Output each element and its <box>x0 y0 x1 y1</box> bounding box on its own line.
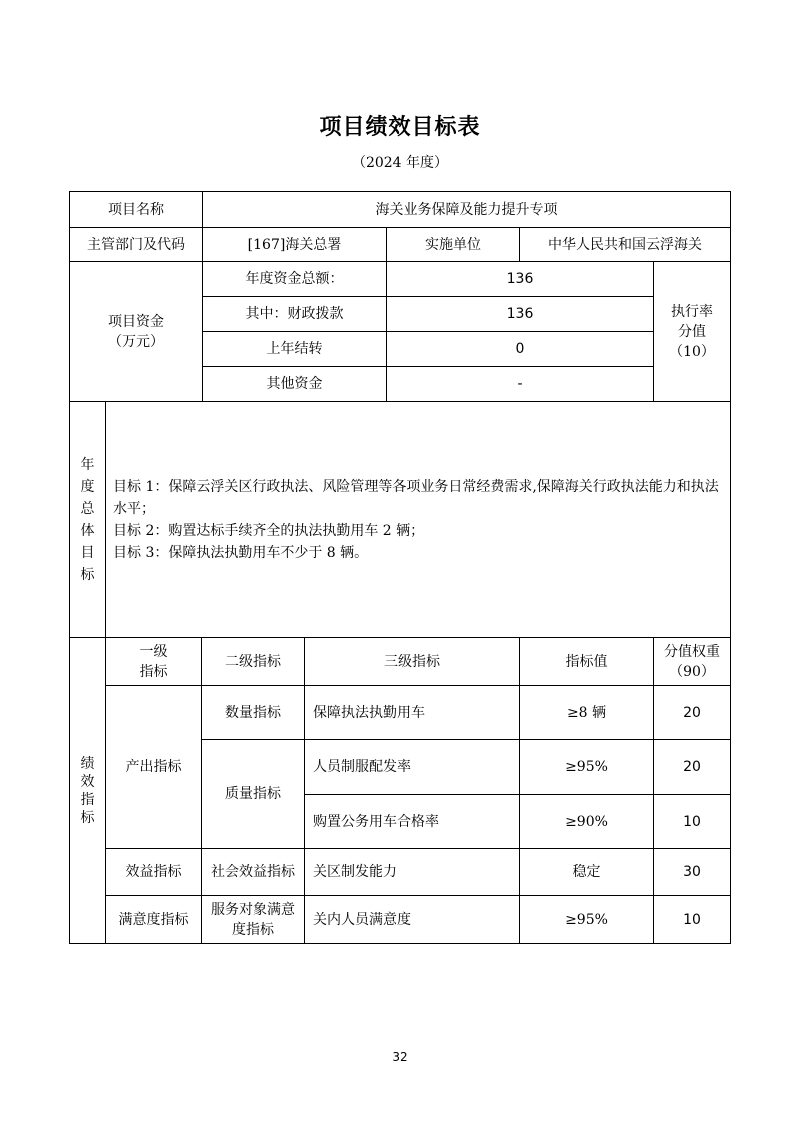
annual-goals-label-char: 年 <box>80 456 95 473</box>
funds-row-value: - <box>387 367 654 402</box>
impl-value: 中华人民共和国云浮海关 <box>520 228 730 262</box>
indicator-weight: 10 <box>654 795 730 849</box>
indicator-weight: 20 <box>654 686 730 740</box>
header-level1-line1: 一级 <box>139 643 168 660</box>
funds-row-label: 年度资金总额： <box>203 262 387 297</box>
satisfaction-indicator-label: 满意度指标 <box>106 896 202 943</box>
page-title: 项目绩效目标表 <box>319 114 481 140</box>
header-weight-line1: 分值权重 <box>664 643 720 660</box>
funds-row-label: 上年结转 <box>203 332 387 367</box>
funds-label-line2: （万元） <box>108 333 164 350</box>
service-satisfaction-label: 服务对象满意度指标 <box>202 896 305 943</box>
project-name-label: 项目名称 <box>70 192 203 228</box>
header-value: 指标值 <box>520 638 654 686</box>
indicator-level3: 保障执法执勤用车 <box>305 686 520 740</box>
indicators-label-char: 标 <box>80 809 95 826</box>
funds-row-label: 其他资金 <box>203 367 387 402</box>
indicator-weight: 10 <box>683 911 701 928</box>
project-name-value: 海关业务保障及能力提升专项 <box>203 192 730 228</box>
output-indicator-label: 产出指标 <box>106 686 202 849</box>
exec-rate-line1: 执行率 <box>671 303 713 320</box>
indicators-label-char: 绩 <box>80 755 95 772</box>
impl-label: 实施单位 <box>387 228 520 262</box>
indicators-label-char: 指 <box>80 791 95 808</box>
goal-line: 目标 3：保障执法执勤用车不少于 8 辆。 <box>113 545 369 561</box>
performance-indicators-label <box>70 638 106 943</box>
dept-label: 主管部门及代码 <box>70 228 203 262</box>
indicator-value: ≥90% <box>520 795 654 849</box>
header-level1-line2: 指标 <box>139 663 168 680</box>
indicator-level3: 关区制发能力 <box>305 849 520 896</box>
social-benefit-label: 社会效益指标 <box>202 849 305 896</box>
exec-rate-line3: （10） <box>669 343 715 360</box>
funds-row-value: 136 <box>387 262 654 297</box>
funds-label-line1: 项目资金 <box>108 313 164 330</box>
funds-row-value: 136 <box>387 297 654 332</box>
funds-row-value: 0 <box>387 332 654 367</box>
header-level3: 三级指标 <box>305 638 520 686</box>
page-subtitle: （2024 年度） <box>351 155 449 171</box>
annual-goals-label-char: 体 <box>80 522 95 539</box>
header-level1 <box>106 638 202 686</box>
indicator-value: ≥95% <box>520 740 654 795</box>
annual-goals-label <box>70 402 106 638</box>
indicator-level3: 关内人员满意度 <box>305 896 520 943</box>
annual-goals-label-char: 总 <box>80 500 95 517</box>
indicator-value: ≥95% <box>520 896 654 943</box>
dept-value: [167]海关总署 <box>203 228 387 262</box>
exec-rate-line2: 分值 <box>678 323 706 340</box>
goal-line: 目标 2：购置达标手续齐全的执法执勤用车 2 辆； <box>113 523 425 539</box>
header-level2: 二级指标 <box>202 638 305 686</box>
page-number: 32 <box>392 1050 408 1064</box>
header-weight-line2: （90） <box>669 663 715 680</box>
indicator-value: 稳定 <box>520 849 654 896</box>
quantity-indicator-label: 数量指标 <box>202 686 305 740</box>
indicator-level3: 人员制服配发率 <box>305 740 520 795</box>
funds-label <box>70 262 203 402</box>
indicator-level3: 购置公务用车合格率 <box>305 795 520 849</box>
indicator-weight: 30 <box>654 849 730 896</box>
funds-row-label: 其中：财政拨款 <box>203 297 387 332</box>
annual-goals-label-char: 标 <box>80 566 95 583</box>
indicator-value: ≥8 辆 <box>520 686 654 740</box>
annual-goals-label-char: 目 <box>80 544 95 561</box>
annual-goals-content <box>106 402 730 638</box>
goal-line: 目标 1：保障云浮关区行政执法、风险管理等各项业务日常经费需求,保障海关行政执法能力和执法水平； <box>113 479 719 517</box>
annual-goals-label-char: 度 <box>80 478 95 495</box>
quality-indicator-label: 质量指标 <box>202 740 305 849</box>
benefit-indicator-label: 效益指标 <box>106 849 202 896</box>
indicator-weight: 20 <box>654 740 730 795</box>
indicators-label-char: 效 <box>80 773 95 790</box>
performance-table <box>69 191 731 944</box>
exec-rate-score <box>654 262 730 402</box>
header-weight <box>654 638 730 686</box>
